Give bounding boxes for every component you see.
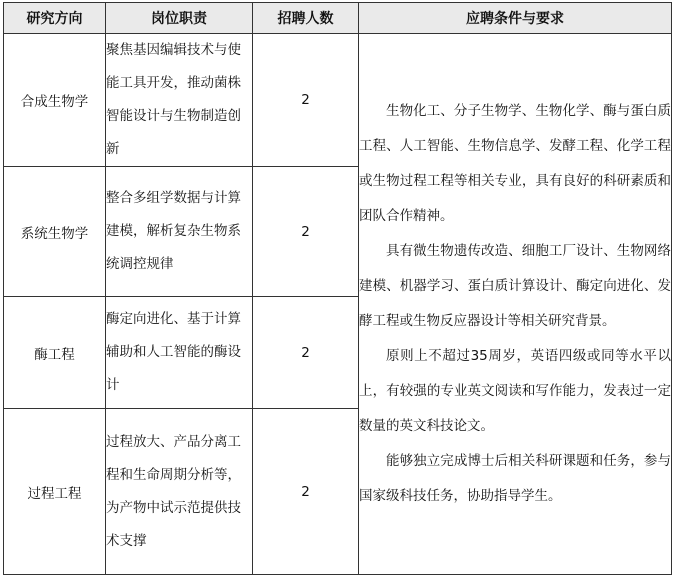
direction-cell: 酶工程 — [4, 297, 106, 409]
count-cell: 2 — [253, 297, 359, 409]
duty-cell: 过程放大、产品分离工程和生命周期分析等，为产物中试示范提供技术支撑 — [106, 409, 253, 575]
duty-cell: 聚焦基因编辑技术与使能工具开发，推动菌株智能设计与生物制造创新 — [106, 34, 253, 167]
requirement-paragraph: 具有微生物遗传改造、细胞工厂设计、生物网络建模、机器学习、蛋白质计算设计、酶定向进化、发酵工程或生物反应器设计等相关研究背景。 — [359, 243, 671, 329]
count-cell: 2 — [253, 34, 359, 167]
duty-cell: 酶定向进化、基于计算辅助和人工智能的酶设计 — [106, 297, 253, 409]
requirement-paragraph: 原则上不超过35周岁，英语四级或同等水平以上，有较强的专业英文阅读和写作能力，发表过一定数量的英文科技论文。 — [359, 348, 671, 434]
count-cell: 2 — [253, 409, 359, 575]
header-research-direction: 研究方向 — [4, 3, 106, 34]
requirement-paragraph: 能够独立完成博士后相关科研课题和任务，参与国家级科技任务，协助指导学生。 — [359, 453, 671, 504]
requirements-cell — [359, 34, 672, 575]
duty-cell: 整合多组学数据与计算建模，解析复杂生物系统调控规律 — [106, 167, 253, 297]
recruitment-table — [3, 2, 672, 575]
header-hiring-count: 招聘人数 — [253, 3, 359, 34]
header-requirements: 应聘条件与要求 — [359, 3, 672, 34]
direction-cell: 过程工程 — [4, 409, 106, 575]
requirement-paragraph: 生物化工、分子生物学、生物化学、酶与蛋白质工程、人工智能、生物信息学、发酵工程、化学工程或生物过程工程等相关专业，具有良好的科研素质和团队合作精神。 — [359, 103, 671, 224]
header-job-duty: 岗位职责 — [106, 3, 253, 34]
direction-cell: 合成生物学 — [4, 34, 106, 167]
header-row — [4, 3, 672, 34]
table-row — [4, 34, 672, 167]
count-cell: 2 — [253, 167, 359, 297]
direction-cell: 系统生物学 — [4, 167, 106, 297]
